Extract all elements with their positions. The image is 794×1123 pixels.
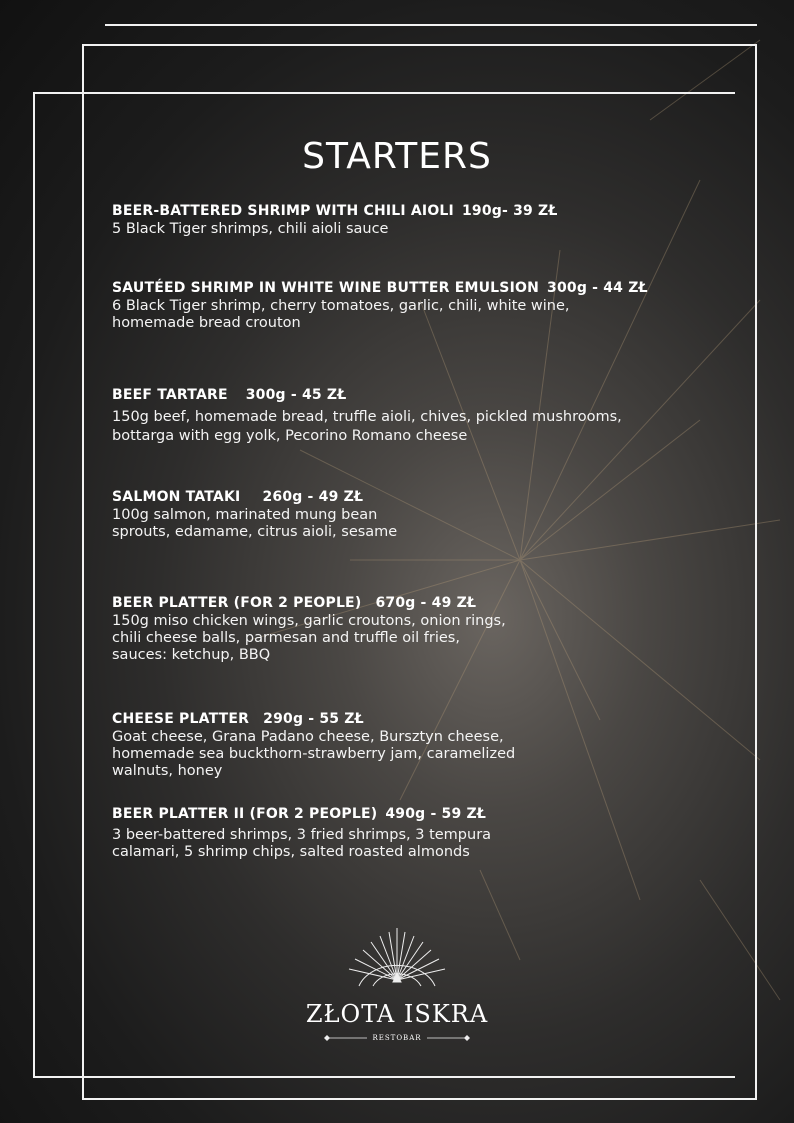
menu-item <box>112 594 712 664</box>
item-price: 190g- 39 ZŁ <box>461 203 558 219</box>
logo-name: ZŁOTA ISKRA <box>305 1000 489 1028</box>
item-name: BEER PLATTER II (FOR 2 PEOPLE) <box>112 806 378 822</box>
item-description: 6 Black Tiger shrimp, cherry tomatoes, garlic, chili, white wine, homemade bread crouton <box>112 298 570 331</box>
item-price: 290g - 55 ZŁ <box>263 711 364 727</box>
menu-item <box>112 386 712 446</box>
item-description: Goat cheese, Grana Padano cheese, Bursztyn cheese, homemade sea buckthorn-strawberry jam, caramelized walnuts, honey <box>112 729 516 779</box>
item-heading <box>112 594 712 613</box>
item-description: 150g beef, homemade bread, truffle aioli, chives, pickled mushrooms, bottarga with egg yolk, Pecorino Romano cheese <box>112 409 622 444</box>
menu-item <box>112 279 712 332</box>
menu-item <box>112 710 712 780</box>
item-name: BEER-BATTERED SHRIMP WITH CHILI AIOLI <box>112 203 454 219</box>
item-name: BEEF TARTARE <box>112 387 228 403</box>
item-description: 3 beer-battered shrimps, 3 fried shrimps, 3 tempura calamari, 5 shrimp chips, salted roasted almonds <box>112 827 492 860</box>
page-title: STARTERS <box>302 136 492 178</box>
item-heading <box>112 279 712 298</box>
item-heading <box>112 202 712 221</box>
item-price: 670g - 49 ZŁ <box>375 595 477 611</box>
item-name: SAUTÉED SHRIMP IN WHITE WINE BUTTER EMULSION <box>112 280 540 296</box>
item-price: 490g - 59 ZŁ <box>385 806 487 822</box>
item-name: BEER PLATTER (FOR 2 PEOPLE) <box>112 595 362 611</box>
top-accent-line <box>105 24 757 26</box>
item-price: 300g - 44 ZŁ <box>547 280 648 296</box>
menu-item <box>112 805 712 861</box>
item-name: SALMON TATAKI <box>112 489 241 505</box>
item-heading <box>112 710 712 729</box>
item-price: 260g - 49 ZŁ <box>262 489 364 505</box>
restaurant-logo <box>297 924 497 1054</box>
menu-item <box>112 488 712 541</box>
item-heading <box>112 805 712 824</box>
item-description: 5 Black Tiger shrimps, chili aioli sauce <box>112 221 389 237</box>
item-heading <box>112 488 712 507</box>
sunburst-icon <box>297 924 497 1000</box>
item-price: 300g - 45 ZŁ <box>245 387 347 403</box>
item-description: 100g salmon, marinated mung bean sprouts, edamame, citrus aioli, sesame <box>112 507 398 540</box>
logo-subtitle: RESTOBAR <box>372 1034 422 1042</box>
item-name: CHEESE PLATTER <box>112 711 250 727</box>
item-heading <box>112 386 712 405</box>
menu-item <box>112 202 712 238</box>
item-description: 150g miso chicken wings, garlic croutons, onion rings, chili cheese balls, parmesan and truffle oil fries, sauces: ketchup, BBQ <box>112 613 506 663</box>
